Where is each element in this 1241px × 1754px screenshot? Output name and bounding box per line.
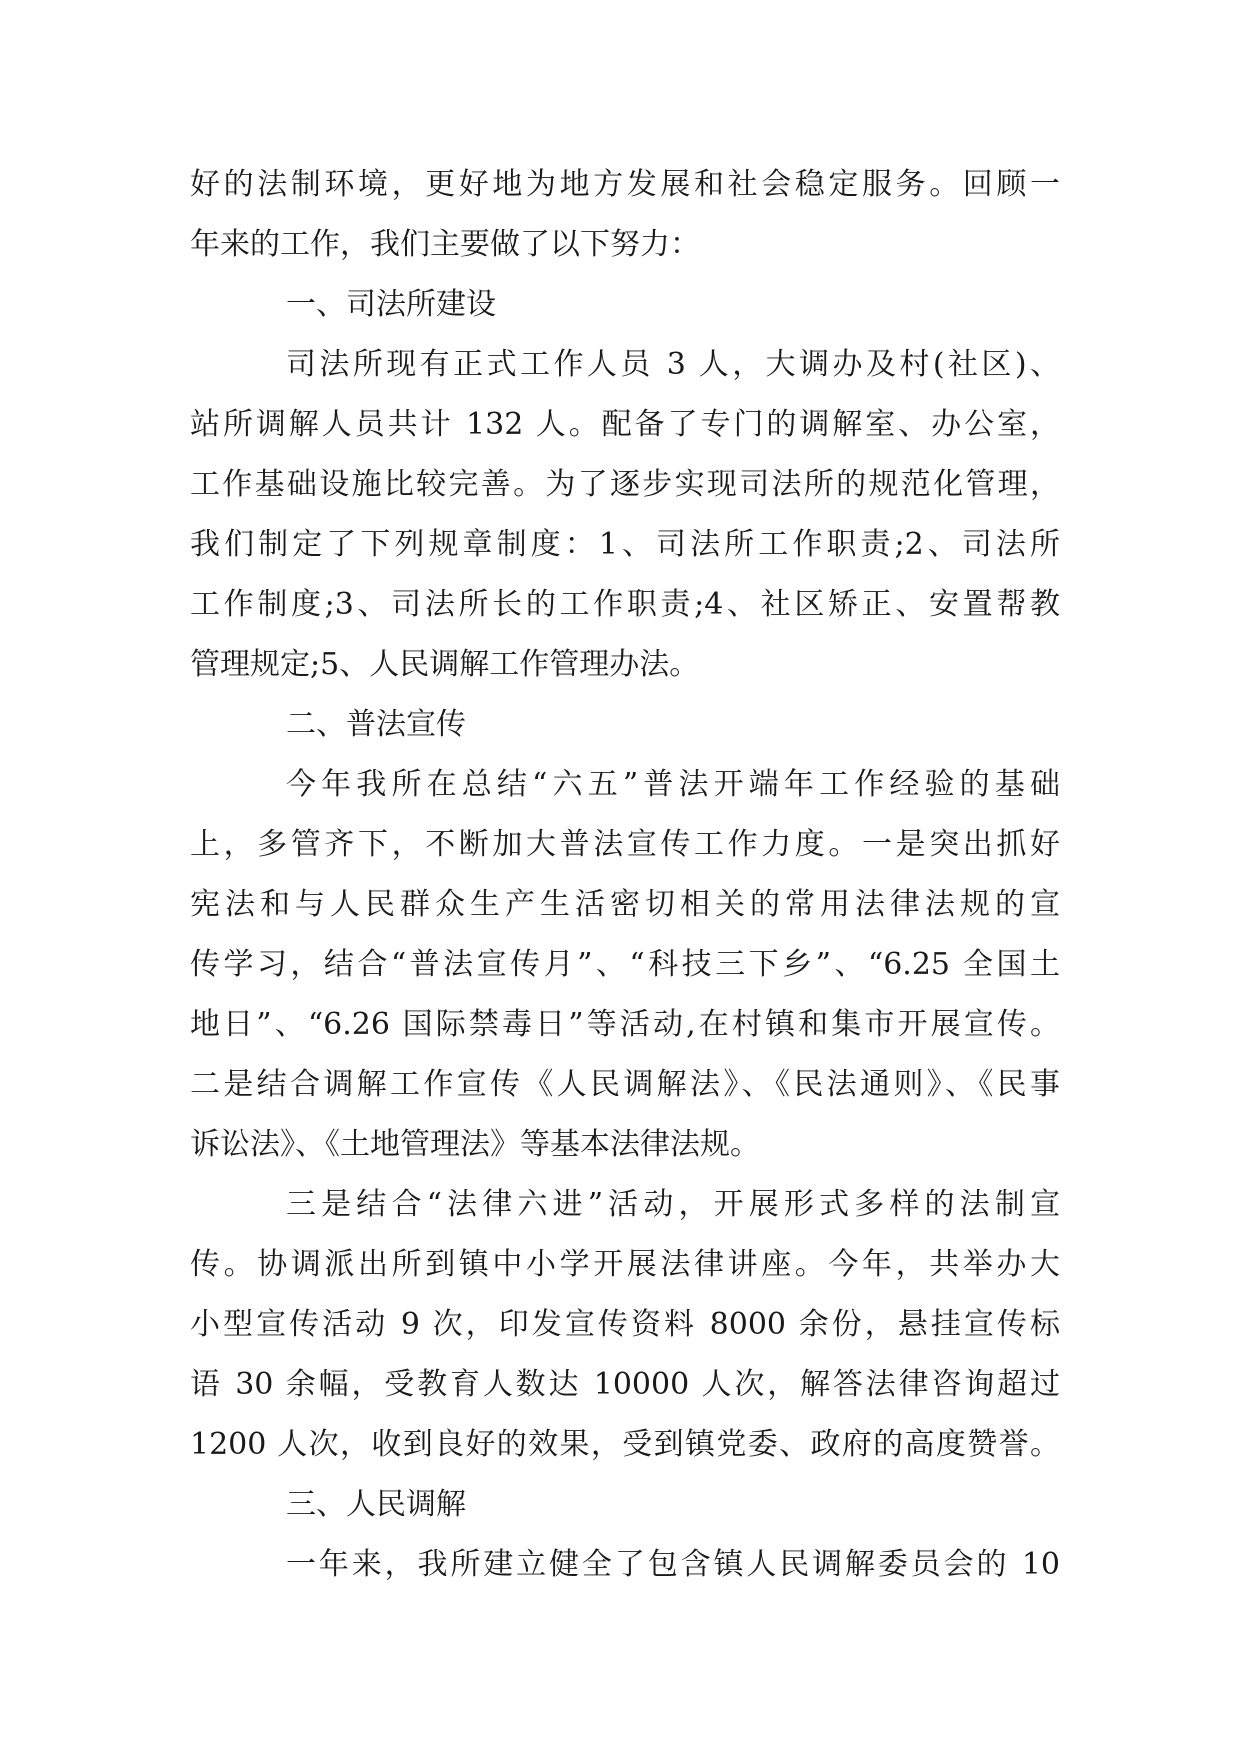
section-heading: 二、普法宣传: [286, 707, 466, 742]
text-line: 地日”、“6.26 国际禁毒日”等活动,在村镇和集市开展宣传。: [190, 1007, 1060, 1042]
text-line: 年来的工作，我们主要做了以下努力：: [190, 227, 700, 262]
text-line: 传学习，结合“普法宣传月”、“科技三下乡”、“6.25 全国土: [190, 947, 1060, 982]
text-line: 工作基础设施比较完善。为了逐步实现司法所的规范化管理，: [190, 467, 1060, 502]
document-body: [190, 155, 1060, 1595]
text-line: 传。协调派出所到镇中小学开展法律讲座。今年，共举办大: [190, 1247, 1060, 1282]
text-line: 1200 人次，收到良好的效果，受到镇党委、政府的高度赞誉。: [190, 1427, 1060, 1462]
text-line: 宪法和与人民群众生产生活密切相关的常用法律法规的宣: [190, 887, 1060, 922]
text-line: 诉讼法》、《土地管理法》等基本法律法规。: [190, 1127, 760, 1162]
text-line: 上，多管齐下，不断加大普法宣传工作力度。一是突出抓好: [190, 827, 1060, 862]
text-line: 司法所现有正式工作人员 3 人，大调办及村(社区)、: [286, 347, 1060, 382]
text-line: 站所调解人员共计 132 人。配备了专门的调解室、办公室，: [190, 407, 1060, 442]
text-line: 好的法制环境，更好地为地方发展和社会稳定服务。回顾一: [190, 167, 1060, 202]
text-line: 二是结合调解工作宣传《人民调解法》、《民法通则》、《民事: [190, 1067, 1060, 1102]
section-heading: 一、司法所建设: [286, 287, 496, 322]
text-line: 小型宣传活动 9 次，印发宣传资料 8000 余份，悬挂宣传标: [190, 1307, 1060, 1342]
text-line: 今年我所在总结“六五”普法开端年工作经验的基础: [286, 767, 1060, 802]
section-heading: 三、人民调解: [286, 1487, 466, 1522]
text-line: 语 30 余幅，受教育人数达 10000 人次，解答法律咨询超过: [190, 1367, 1060, 1402]
text-line: 三是结合“法律六进”活动，开展形式多样的法制宣: [286, 1187, 1060, 1222]
text-line: 一年来，我所建立健全了包含镇人民调解委员会的 10: [286, 1547, 1060, 1582]
text-line: 我们制定了下列规章制度：1、司法所工作职责;2、司法所: [190, 527, 1060, 562]
text-line: 管理规定;5、人民调解工作管理办法。: [190, 647, 700, 682]
text-line: 工作制度;3、司法所长的工作职责;4、社区矫正、安置帮教: [190, 587, 1060, 622]
